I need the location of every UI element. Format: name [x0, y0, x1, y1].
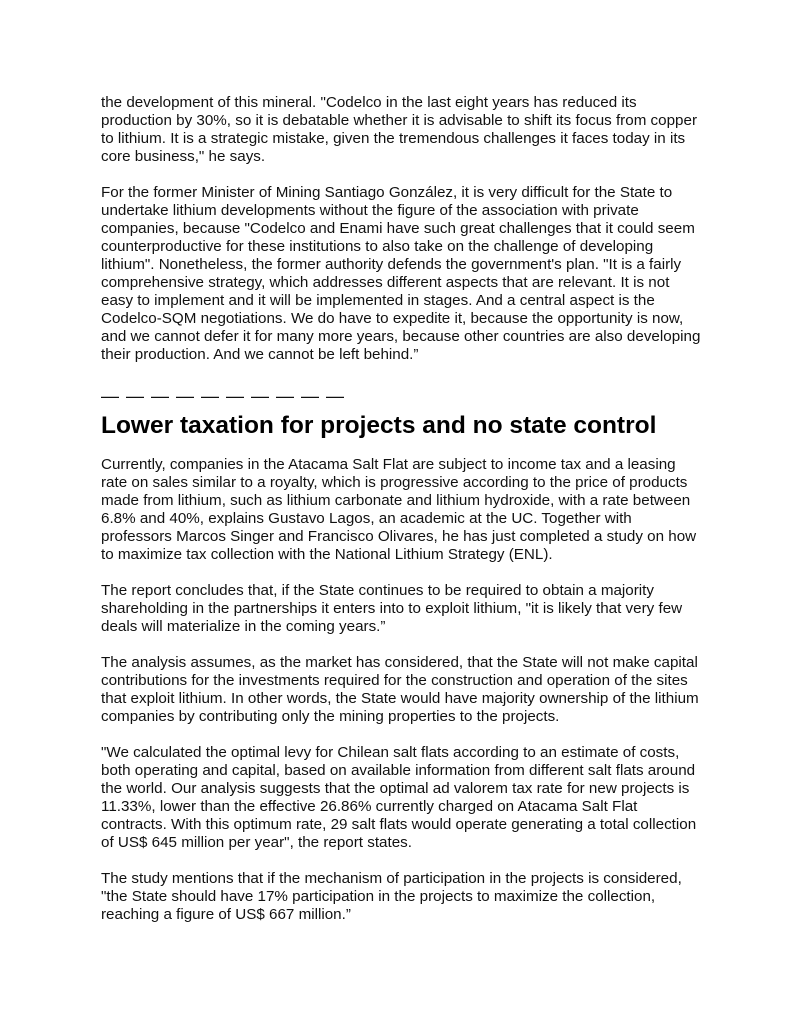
paragraph-former-minister: For the former Minister of Mining Santiago González, it is very difficult for the State to undertake lithium developments without the figure of the association with private companies, because "Codelco and Enami have such great challenges that it could seem counterproductive for these institutions to also take on the challenge of developing lithium". Nonetheless, the former authority defends the government's plan. "It is a fairly comprehensive strategy, which addresses different aspects that are relevant. It is not easy to implement and it will be implemented in stages. And a central aspect is the Codelco-SQM negotiations. We do have to expedite it, because the opportunity is now, and we cannot defer it for many more years, because other countries are also developing their production. And we cannot be left behind.” — [101, 184, 701, 363]
heading-gap — [101, 444, 701, 456]
paragraph-gap — [101, 726, 701, 744]
section-heading: Lower taxation for projects and no state control — [101, 412, 657, 439]
paragraph-participation: The study mentions that if the mechanism of participation in the projects is considered, "the State should have 17% participation in the projects to maximize the collection, reaching a figure of US$ 667 million.” — [101, 870, 682, 923]
paragraph-gap — [101, 852, 701, 870]
paragraph-codelco-production: the development of this mineral. "Codelco in the last eight years has reduced its production by 30%, so it is debatable whether it is advisable to shift its focus from copper to lithium. It is a strategic mistake, given the tremendous challenges it faces today in its core business," he says. — [101, 94, 697, 165]
paragraph-report-conclusion: The report concludes that, if the State continues to be required to obtain a majority shareholding in the partnerships it enters into to exploit lithium, "it is likely that very few deals will materialize in the coming years.” — [101, 582, 683, 635]
paragraph-gap — [101, 166, 701, 184]
paragraph-current-taxation: Currently, companies in the Atacama Salt Flat are subject to income tax and a leasing rate on sales similar to a royalty, which is progressive according to the price of products made from lithium, such as lithium carbonate and lithium hydroxide, with a rate between 6.8% and 40%, explains Gustavo Lagos, an academic at the UC. Together with professors Marcos Singer and Francisco Olivares, he has just completed a study on how to maximize tax collection with the National Lithium Strategy (ENL). — [101, 456, 697, 563]
section-divider: — — — — — — — — — — — [101, 386, 346, 406]
document-page — [101, 94, 701, 924]
paragraph-analysis-assumption: The analysis assumes, as the market has considered, that the State will not make capital contributions for the investments required for the construction and operation of the sites that exploit lithium. In other words, the State would have majority ownership of the lithium companies by contributing only the mining properties to the projects. — [101, 654, 699, 725]
paragraph-optimal-levy: "We calculated the optimal levy for Chilean salt flats according to an estimate of costs, both operating and capital, based on available information from different salt flats around the world. Our analysis suggests that the optimal ad valorem tax rate for new projects is 11.33%, lower than the effective 26.86% currently charged on Atacama Salt Flat contracts. With this optimum rate, 29 salt flats would operate generating a total collection of US$ 645 million per year", the report states. — [101, 744, 697, 851]
paragraph-gap — [101, 564, 701, 582]
paragraph-gap — [101, 636, 701, 654]
